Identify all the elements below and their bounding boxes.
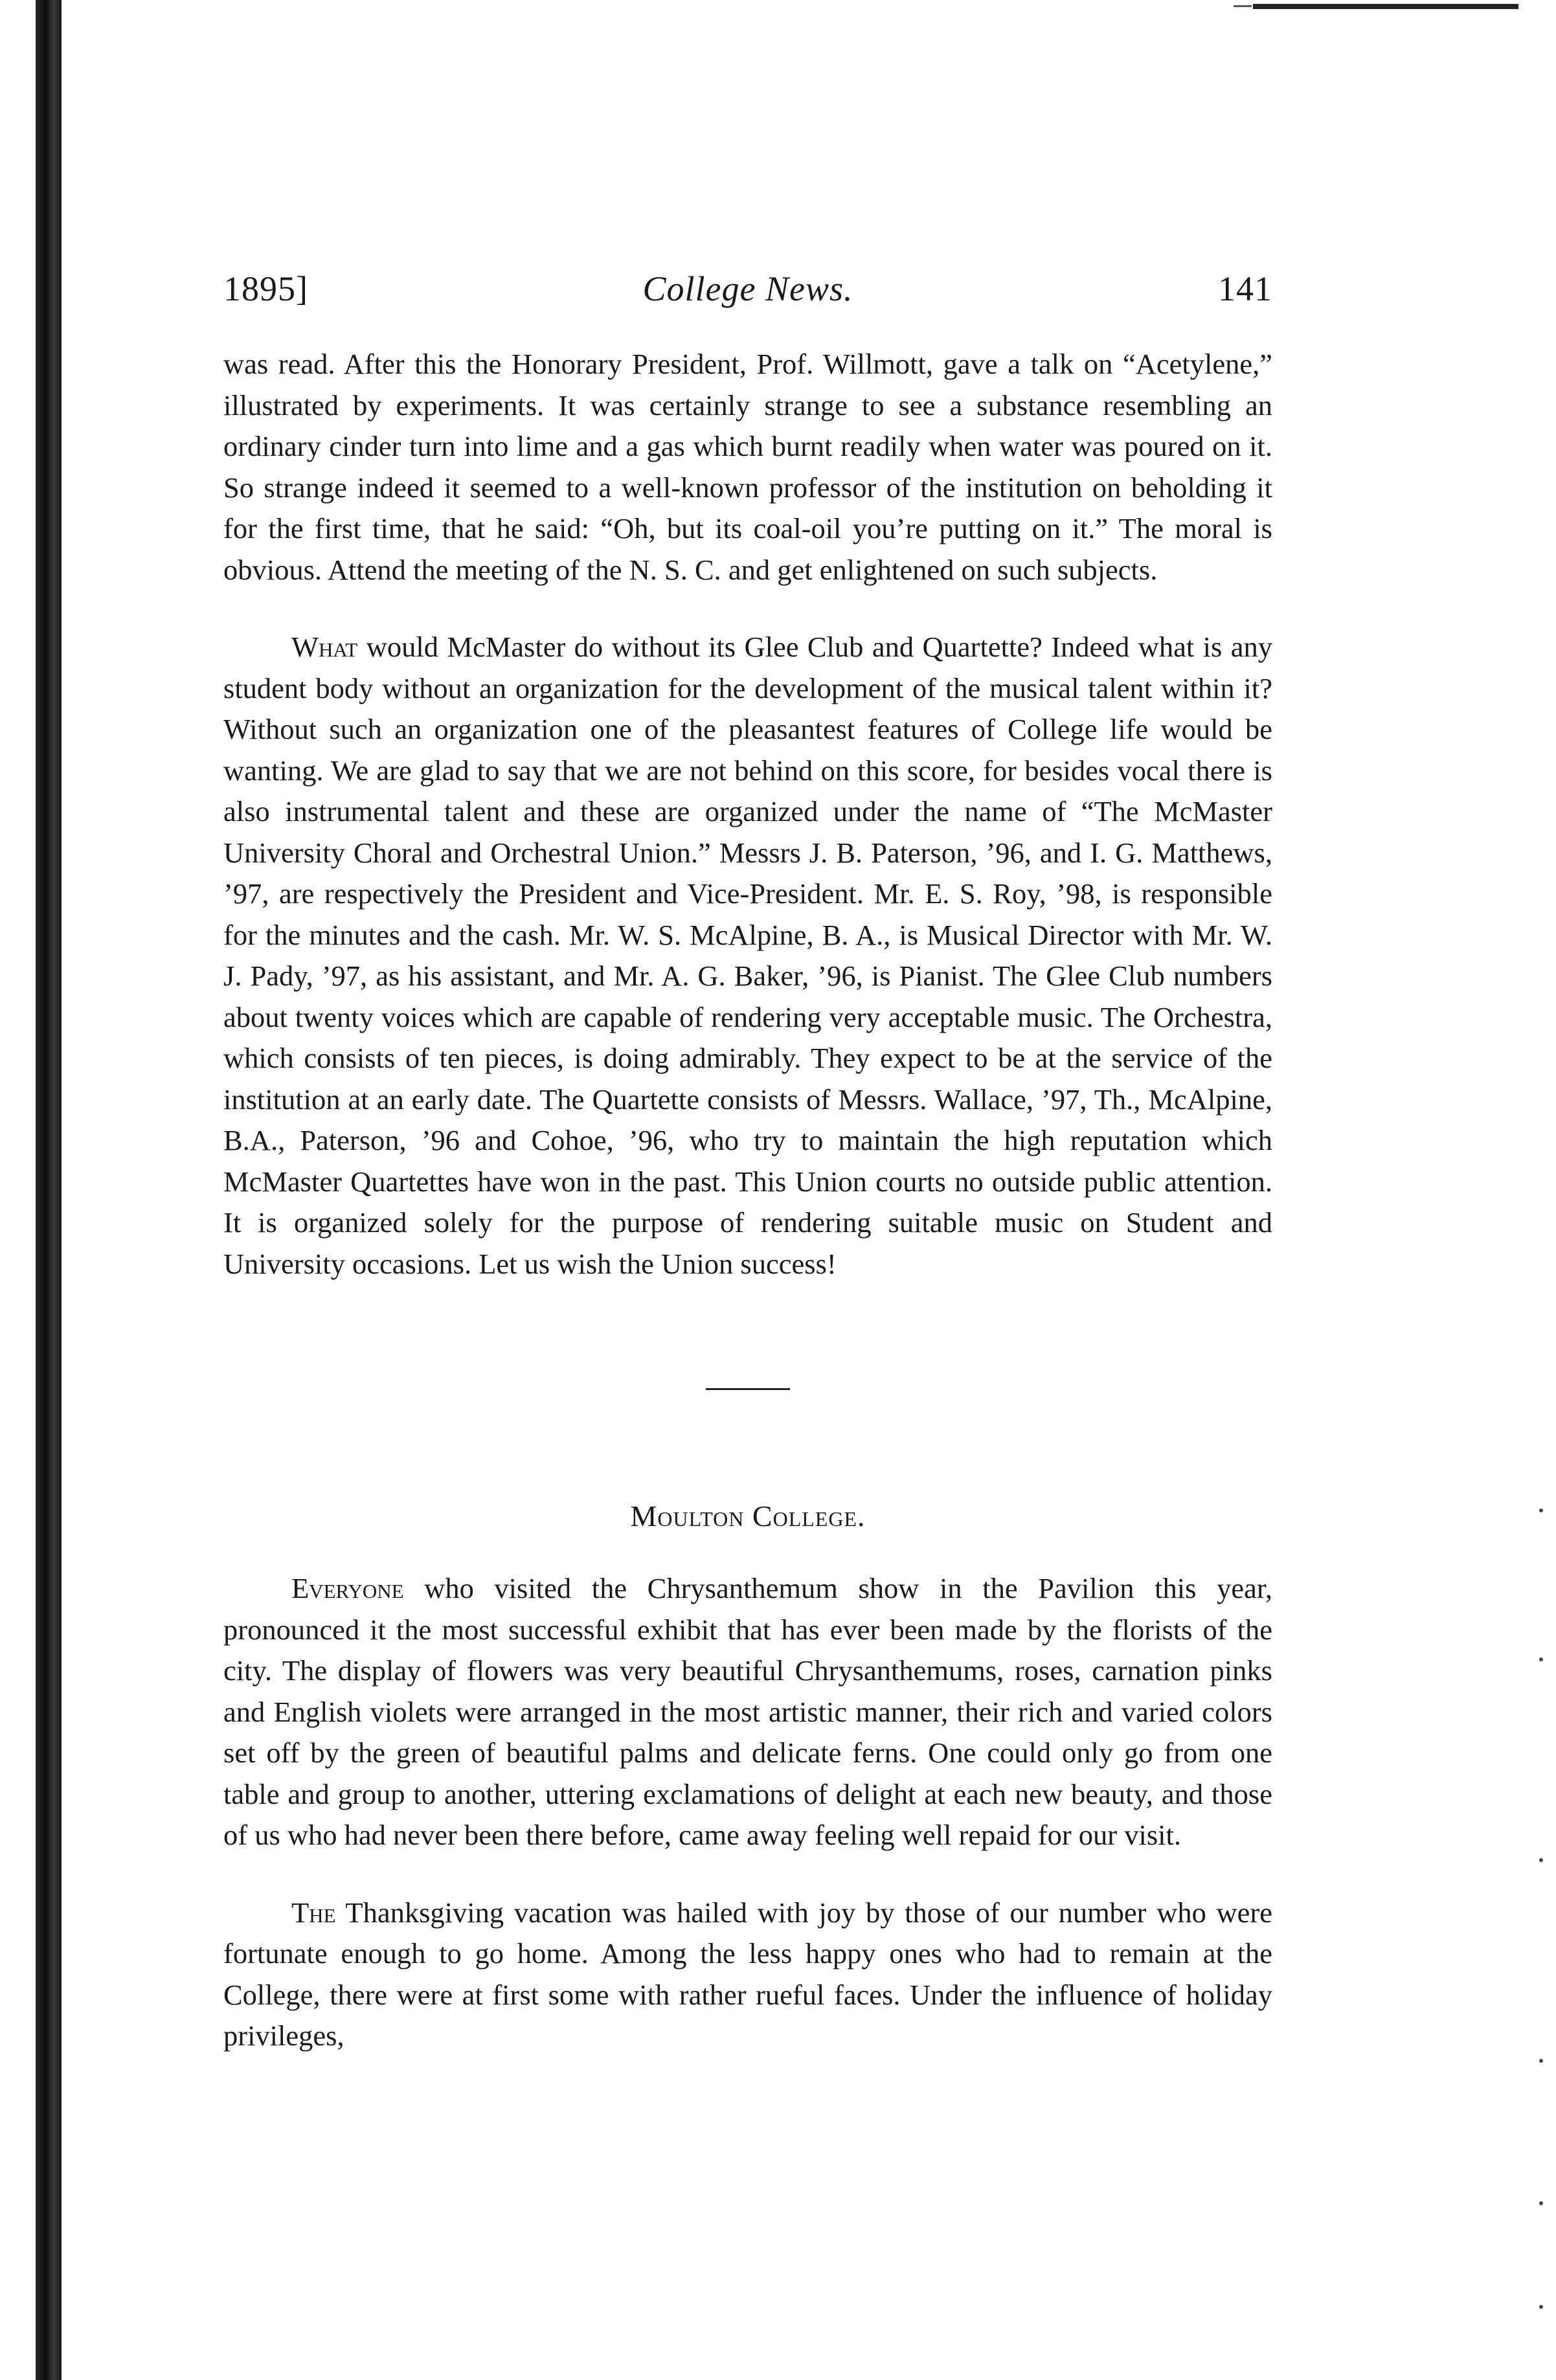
margin-speckle	[1539, 2059, 1543, 2063]
margin-speckle	[1539, 1509, 1543, 1512]
paragraph-chrysanthemum	[223, 1568, 1272, 1856]
running-head	[223, 269, 1272, 314]
paragraph-glee-club	[223, 627, 1272, 1285]
running-head-year: 1895]	[223, 269, 308, 308]
margin-speckle	[1539, 1858, 1543, 1862]
paragraph-body: would McMaster do without its Glee Club and Quartette? Indeed what is any student body without an organization for the development of the musical talent within it? Without such an organization one of the pleasantest features of College life would be wanting. We are glad to say that we are not behind on this score, for besides vocal there is also instrumental talent and these are organized under the name of “The McMaster University Choral and Orchestral Union.” Messrs J. B. Paterson, ’96, and I. G. Matthews, ’97, are respectively the President and Vice-President. Mr. E. S. Roy, ’98, is responsible for the minutes and the cash. Mr. W. S. McAlpine, B. A., is Musical Director with Mr. W. J. Pady, ’97, as his assistant, and Mr. A. G. Baker, ’96, is Pianist. The Glee Club numbers about twenty voices which are capable of rendering very acceptable music. The Orchestra, which consists of ten pieces, is doing admirably. They expect to be at the service of the institution at an early date. The Quartette consists of Messrs. Wallace, ’97, Th., McAlpine, B.A., Paterson, ’96 and Cohoe, ’96, who try to maintain the high reputation which McMaster Quartettes have won in the past. This Union courts no outside public attention. It is organized solely for the purpose of rendering suitable music on Student and University occasions. Let us wish the Union success!	[223, 631, 1272, 1280]
page-binding-edge	[36, 0, 62, 2380]
paragraph-body: who visited the Chrysanthemum show in the Pavilion this year, pronounced it the most successful exhibit that has ever been made by the florists of the city. The display of flowers was very beautiful Chrysanthemums, roses, carnation pinks and English violets were arranged in the most artistic manner, their rich and varied colors set off by the green of beautiful palms and delicate ferns. One could only go from one table and group to another, uttering exclamations of delight at each new beauty, and those of us who had never been there before, came away feeling well repaid for our visit.	[223, 1572, 1272, 1851]
paragraph-lead-word: Everyone	[291, 1572, 404, 1604]
paragraph-acetylene: was read. After this the Honorary President, Prof. Willmott, gave a talk on “Acetylene,” illustrated by experiments. It was certainly strange to see a substance resembling an ordinary cinder turn into lime and a gas which burnt readily when water was poured on it. So strange indeed it seemed to a well-known professor of the institution on beholding it for the first time, that he said: “Oh, but its coal-oil you’re putting on it.” The moral is obvious. Attend the meeting of the N. S. C. and get enlightened on such subjects.	[223, 348, 1272, 586]
paragraph-lead-word: What	[291, 631, 358, 663]
margin-speckle	[1539, 2305, 1543, 2309]
paragraph-thanksgiving	[223, 1892, 1272, 2057]
section-heading: Moulton College.	[630, 1499, 866, 1532]
paragraph-lead-word: The	[291, 1896, 336, 1929]
top-edge-tick	[1234, 5, 1252, 7]
margin-speckle	[1539, 1657, 1543, 1661]
margin-speckle	[1539, 2201, 1543, 2205]
document-page	[223, 269, 1272, 2057]
paragraph-body: Thanksgiving vacation was hailed with joy by those of our number who were fortunate enough to go home. Among the less happy ones who had to remain at the College, there were at first some with rather rueful faces. Under the influence of holiday privileges,	[223, 1896, 1272, 2052]
running-head-title: College News.	[642, 269, 853, 308]
top-edge-rule	[1253, 4, 1518, 9]
section-divider-rule	[706, 1388, 790, 1390]
page-number: 141	[1218, 269, 1272, 308]
